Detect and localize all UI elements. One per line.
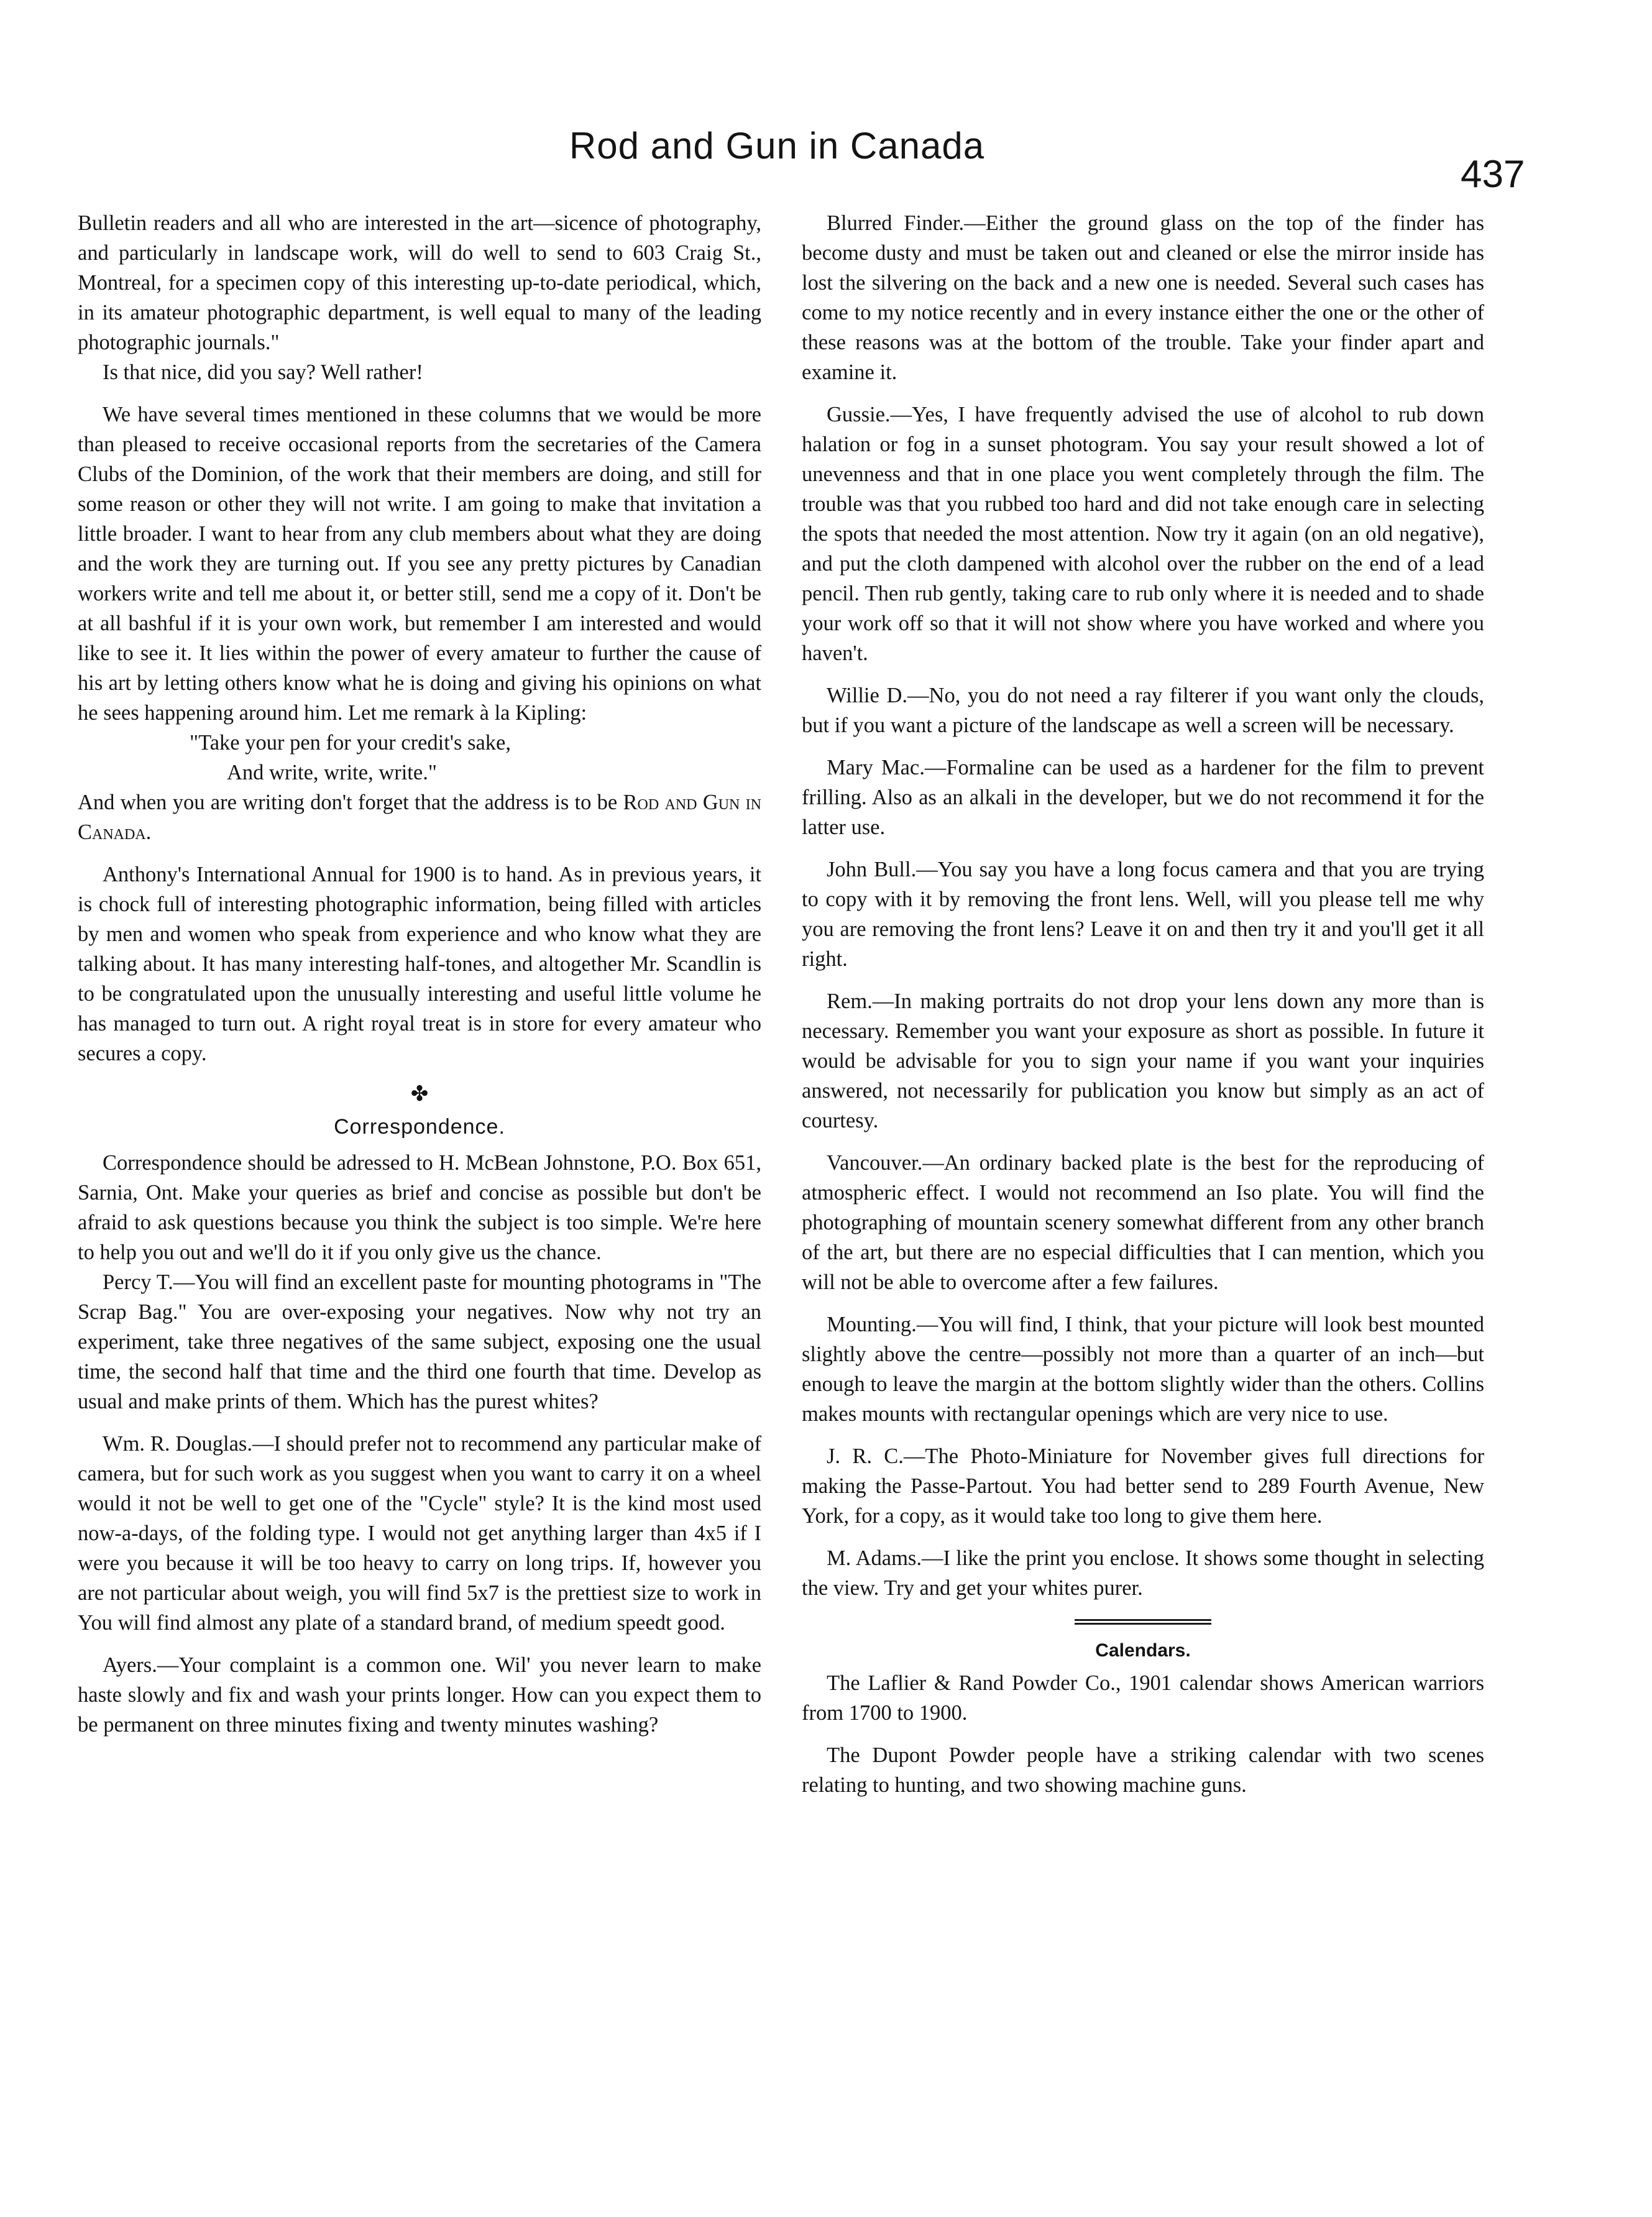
section-ornament-icon: ✤ <box>410 1083 429 1106</box>
address-paragraph <box>78 787 761 847</box>
page-header <box>50 124 1525 196</box>
reply-jrc: J. R. C.—The Photo-Miniature for November gives full directions for making the Passe-Partout. You had better send to 289 Fourth Avenue, New York, for a copy, as it would take too long to give them here. <box>802 1444 1484 1528</box>
poem-line: And write, write, write." <box>227 761 437 784</box>
calendars-heading: Calendars. <box>1095 1640 1191 1661</box>
poem-line: "Take your pen for your credit's sake, <box>190 731 511 755</box>
reply-blurred-finder: Blurred Finder.—Either the ground glass on the top of the finder has become dusty and must be taken out and cleaned or else the mirror inside has lost the silvering on the back and a new one is needed. Several such cases has come to my notice recently and in every instance either the one or the other of these reasons was at the bottom of the trouble. Take your finder apart and examine it. <box>802 211 1484 384</box>
reply-ayers: Ayers.—Your complaint is a common one. Wil' you never learn to make haste slowly and fix and wash your prints longer. How can you expect them to be permanent on three minutes fixing and twenty minutes washing? <box>78 1653 761 1737</box>
is-that-nice-paragraph: Is that nice, did you say? Well rather! <box>103 360 423 384</box>
calendar-dupont-paragraph: The Dupont Powder people have a striking calendar with two scenes relating to hunting, and two showing machine guns. <box>802 1743 1484 1797</box>
reply-willie: Willie D.—No, you do not need a ray filterer if you want only the clouds, but if you want a picture of the landscape as well a screen will be necessary. <box>802 684 1484 737</box>
reply-gussie: Gussie.—Yes, I have frequently advised the use of alcohol to rub down halation or fog in a sunset photogram. You say your result showed a lot of unevenness and that in one place you went completely through the film. The trouble was that you rubbed too hard and did not take enough care in selecting the spots that needed the most attention. Now try it again (on an old negative), and put the cloth dampened with alcohol over the rubber on the end of a lead pencil. Then rub gently, taking care to rub only where it is needed and to shade your work off so that it will not show where you have worked and where you haven't. <box>802 403 1484 665</box>
camera-clubs-paragraph: We have several times mentioned in these columns that we would be more than pleased to receive occasional reports from the secretaries of the Camera Clubs of the Dominion, of the work that their members are doing, and still for some reason or other they will not write. I am going to make that invitation a little broader. I want to hear from any club members about what they are doing and the work they are turning out. If you see any pretty pictures by Canadian workers write and tell me about it, or better still, send me a copy of it. Don't be at all bashful if it is your own work, but remember I am interested and would like to see it. It lies within the power of every amateur to further the cause of his art by letting others know what he is doing and giving his opinions on what he sees happening around him. Let me remark à la Kipling: <box>78 403 761 725</box>
intro-quote-paragraph: Bulletin readers and all who are interested in the art—sicence of photography, and particularly in landscape work, will do well to send to 603 Craig St., Montreal, for a specimen copy of this interesting up-to-date periodical, which, in its amateur photographic department, is well equal to many of the leading photographic journals." <box>78 211 761 354</box>
right-column <box>802 208 1484 1812</box>
magazine-name: Rod and Gun in Canada. <box>78 791 762 844</box>
address-text: And when you are writing don't forget that the address is to be <box>78 791 618 814</box>
reply-rem: Rem.—In making portraits do not drop your lens down any more than is necessary. Remember you want your exposure as short as possible. In future it would be advisable for you to sign your name if you want your inquiries answered, not necessarily for publication you know but simply as an act of courtesy. <box>802 989 1484 1132</box>
correspondence-heading: Correspondence. <box>334 1115 505 1139</box>
left-column <box>78 208 761 1752</box>
reply-douglas: Wm. R. Douglas.—I should prefer not to recommend any particular make of camera, but for such work as you suggest when you want to carry it on a wheel would it not be well to get one of the "Cycle" style? It is the kind most used now-a-days, of the folding type. I would not get anything larger than 4x5 if I were you because it will be too heavy to carry on long trips. If, however you are not particular about weigh, you will find 5x7 is the prettiest size to work in You will find almost any plate of a standard brand, of medium speedt good. <box>78 1432 761 1635</box>
reply-john: John Bull.—You say you have a long focus camera and that you are trying to copy with it by removing the front lens. Well, will you please tell me why you are removing the front lens? Leave it on and then try it and you'll get it all right. <box>802 858 1484 971</box>
running-title: Rod and Gun in Canada <box>569 125 985 167</box>
page-number: 437 <box>1461 153 1525 196</box>
correspondence-intro-paragraph: Correspondence should be adressed to H. McBean Johnstone, P.O. Box 651, Sarnia, Ont. Make your queries as brief and concise as possible but don't be afraid to ask questions because you think the subject is too simple. We're here to help you out and we'll do it if you only give us the chance. <box>78 1151 761 1264</box>
reply-adams: M. Adams.—I like the print you enclose. It shows some thought in selecting the view. Try and get your whites purer. <box>802 1546 1484 1600</box>
reply-vancouver: Vancouver.—An ordinary backed plate is the best for the reproducing of atmospheric effect. I would not recommend an Iso plate. You will find the photographing of mountain scenery somewhat different from any other branch of the art, but there are no especial difficulties that I can mention, which you will not be able to overcome after a few failures. <box>802 1151 1484 1294</box>
reply-mounting: Mounting.—You will find, I think, that your picture will look best mounted slightly above the centre—possibly not more than a quarter of an inch—but enough to leave the margin at the bottom slightly wider than the others. Collins makes mounts with rectangular openings which are very nice to use. <box>802 1313 1484 1426</box>
kipling-quote <box>78 728 761 787</box>
reply-percy: Percy T.—You will find an excellent paste for mounting photograms in "The Scrap Bag." You are over-exposing your negatives. Now why not try an experiment, take three negatives of the same subject, exposing one the usual time, the second half that time and the third one fourth that time. Develop as usual and make prints of them. Which has the purest whites? <box>78 1270 761 1413</box>
anthony-annual-paragraph: Anthony's International Annual for 1900 is to hand. As in previous years, it is chock full of interesting photographic information, being filled with articles by men and women who speak from experience and who know what they are talking about. It has many interesting half-tones, and altogether Mr. Scandlin is to be congratulated upon the unusually interesting and useful little volume he has managed to turn out. A right royal treat is in store for every amateur who secures a copy. <box>78 863 761 1065</box>
double-rule-divider <box>1075 1619 1211 1625</box>
calendar-laflier-paragraph: The Laflier & Rand Powder Co., 1901 calendar shows American warriors from 1700 to 1900. <box>802 1671 1484 1725</box>
reply-mary: Mary Mac.—Formaline can be used as a hardener for the film to prevent frilling. Also as an alkali in the developer, but we do not recommend it for the latter use. <box>802 756 1484 839</box>
